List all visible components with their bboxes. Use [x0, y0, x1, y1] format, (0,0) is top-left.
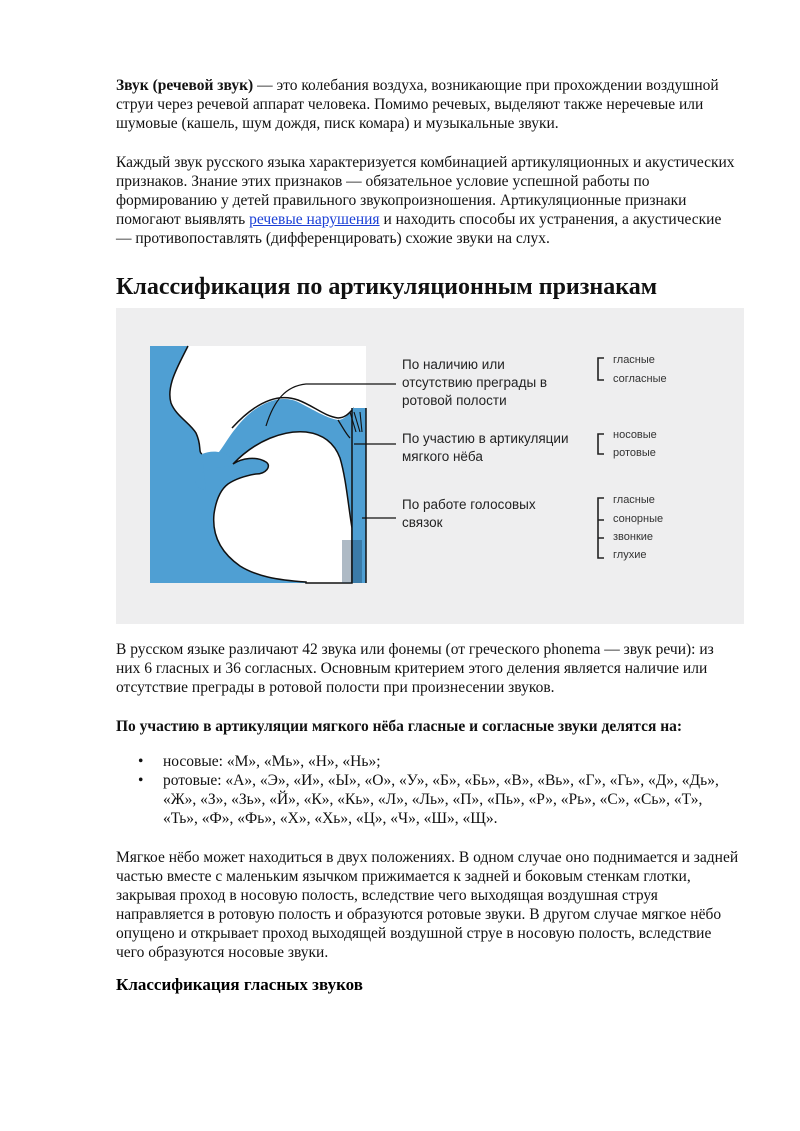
figure-label-barrier: По наличию или отсутствию преграды в ротовой полости	[402, 357, 548, 408]
list-item	[116, 752, 740, 771]
list-item-oral: ротовые: «А», «Э», «И», «Ы», «О», «У», «Б», «Бь», «В», «Вь», «Г», «Гь», «Д», «Дь», «Ж», «З», «Зь», «Й», «К», «Кь», «Л», «Ль», «П», «Пь», «Р», «Рь», «С», «Сь», «Т», «Ть», «Ф», «Фь», «Х», «Хь», «Ц», «Ч», «Ш», «Щ».	[163, 772, 719, 827]
list-item-nasal: носовые: «М», «Мь», «Н», «Нь»;	[163, 753, 381, 770]
figure-tag-vowels: гласные	[613, 354, 655, 366]
speech-disorders-link[interactable]: речевые нарушения	[249, 211, 380, 228]
figure-tag-sonorant: сонорные	[613, 513, 664, 525]
intro-term: Звук (речевой звук)	[116, 77, 254, 94]
figure-tag-voiceless: глухие	[613, 549, 647, 561]
figure-tag-consonants: согласные	[613, 373, 667, 385]
soft-palate-paragraph: Мягкое нёбо может находиться в двух положениях. В одном случае оно поднимается и задней частью вместе с маленьким язычком прижимается к задней и боковым стенкам глотки, закрывая проход в носовую полость, вследствие чего выходящая воздушная струя направляется в ротовую полость и образуются ротовые звуки. В другом случае мягкое нёбо опущено и открывает проход выходящей воздушной струе в носовую полость, вследствие чего образуются носовые звуки.	[116, 849, 739, 961]
article-top	[116, 76, 740, 302]
figure-label-soft-palate: По участию в артикуляции мягкого нёба	[402, 431, 569, 464]
soft-palate-lead: По участию в артикуляции мягкого нёба гласные и согласные звуки делятся на:	[116, 718, 683, 735]
bullet: •	[138, 772, 144, 789]
section-heading-articulation: Классификация по артикуляционным признакам	[116, 274, 658, 300]
figure-tag-vowels-2: гласные	[613, 494, 655, 506]
figure-label-vocal-cords: По работе голосовых связок	[402, 497, 536, 530]
figure-tag-voiced: звонкие	[613, 531, 654, 543]
intro-paragraph	[116, 76, 740, 133]
para2-text-start: Каждый звук русского языка характеризуется комбинацией артикуляционных и акустических признаков. Знание этих признаков — обязательное условие успешной работы по формированию у детей правильного звукопроизношения. Артикуляционные признаки помогают выявлять	[116, 154, 735, 228]
intro-definition: — это колебания воздуха, возникающие при прохождении воздушной струи через речевой аппарат человека. Помимо речевых, выделяют также неречевые или шумовые (кашель, шум дождя, писк комара) и музыкальные звуки.	[116, 77, 719, 132]
articulation-figure	[116, 308, 744, 624]
phonemes-paragraph: В русском языке различают 42 звука или фонемы (от греческого phonema — звук речи): из них 6 гласных и 36 согласных. Основным критерием этого деления является наличие или отсутствие преграды в ротовой полости при произнесении звуков.	[116, 641, 714, 696]
bullet: •	[138, 753, 144, 770]
articulation-paragraph	[116, 153, 740, 248]
para2-text-end: и находить способы их устранения, а акустические — противопоставлять (дифференцировать) схожие звуки на слух.	[116, 211, 722, 247]
figure-tag-oral: ротовые	[613, 447, 656, 459]
sound-list	[116, 752, 740, 828]
section-heading-vowels: Классификация гласных звуков	[116, 975, 363, 994]
list-item	[116, 771, 740, 828]
figure-tag-nasal: носовые	[613, 429, 657, 441]
